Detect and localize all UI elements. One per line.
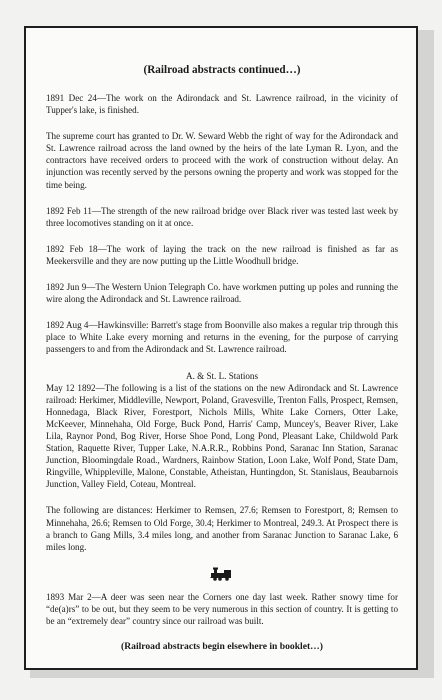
distances: The following are distances: Herkimer to Remsen, 27.6; Remsen to Forestport, 8; Remsen to Minnehaha, 26.6; Remsen to Old Forge, 30.4; Herkimer to Montreal, 249.3. At Prospect there is a branch to Gang Mills, 3.4 miles long, and another from Saranac Junction to Saranac Lake, 6 miles long.: [46, 505, 398, 552]
entry-1892-feb-18: 1892 Feb 18—The work of laying the track on the new railroad is finished as far as Meekersville and they are now putting up the Little Woodhull bridge.: [46, 243, 398, 266]
entry-1893-mar-2: 1893 Mar 2—A deer was seen near the Corners one day last week. Rather snowy time for “de(a)rs” to be out, but they seem to be very numerous in this section of country. It is getting to be an “extremely dear” country since our railroad was built.: [46, 591, 398, 626]
entry-1892-feb-11: 1892 Feb 11—The strength of the new railroad bridge over Black river was tested last week by three locomotives standing on it at once.: [46, 205, 398, 228]
stations-heading: A. & St. L. Stations: [186, 370, 258, 381]
locomotive-icon: [210, 567, 234, 581]
stations-list: May 12 1892—The following is a list of the stations on the new Adirondack and St. Lawrence railroad: Herkimer, Middleville, Newport, Poland, Gravesville, Trenton Falls, Prospect, Remsen, Honnedaga, Black River, Forestport, Nichols Mills, White Lake Corners, Otter Lake, McKeever, Minnehaha, Old Forge, Buck Pond, Harris' Camp, Muncey's, Beaver River, Lake Lila, Raynor Pond, Bog River, Horse Shoe Pond, Long Pond, Pleasant Lake, Childwold Park Station, Raquette River, Tupper Lake, N.A.R.R., Robbins Pond, Saranac Inn Station, Saranac Junction, Bloomingdale Road., Wardners, Rainbow Station, Loon Lake, Wolf Pond, State Dam, Ringville, Whippleville, Malone, Constable, Atheistan, Huntingdon, St. Stanislaus, Beaubarnois Junction, Valley Field, Coteau, Montreal.: [46, 382, 398, 490]
entry-1892-aug-4: 1892 Aug 4—Hawkinsville: Barrett's stage from Boonville also makes a regular trip through this place to White Lake every morning and returns in the evening, for the purpose of carrying passengers to and from the Adirondack and St. Lawrence railroad.: [46, 320, 398, 355]
document-page: [24, 26, 418, 670]
entry-1892-jun-9: 1892 Jun 9—The Western Union Telegraph Co. have workmen putting up poles and running the wire along the Adirondack and St. Lawrence railroad.: [46, 282, 398, 305]
page-heading: (Railroad abstracts continued…): [143, 64, 301, 76]
entry-supreme-court: The supreme court has granted to Dr. W. Seward Webb the right of way for the Adirondack and St. Lawrence railroad across the land owned by the heirs of the late Lyman R. Lyon, and the contractors have received orders to proceed with the work of construction without delay. An injunction was recently served by the persons owning the property and work was stopped for the time being.: [46, 131, 398, 190]
footer-note: (Railroad abstracts begin elsewhere in booklet…): [121, 641, 323, 653]
entry-1891-dec-24: 1891 Dec 24—The work on the Adirondack and St. Lawrence railroad, in the vicinity of Tupper's lake, is finished.: [46, 93, 398, 116]
